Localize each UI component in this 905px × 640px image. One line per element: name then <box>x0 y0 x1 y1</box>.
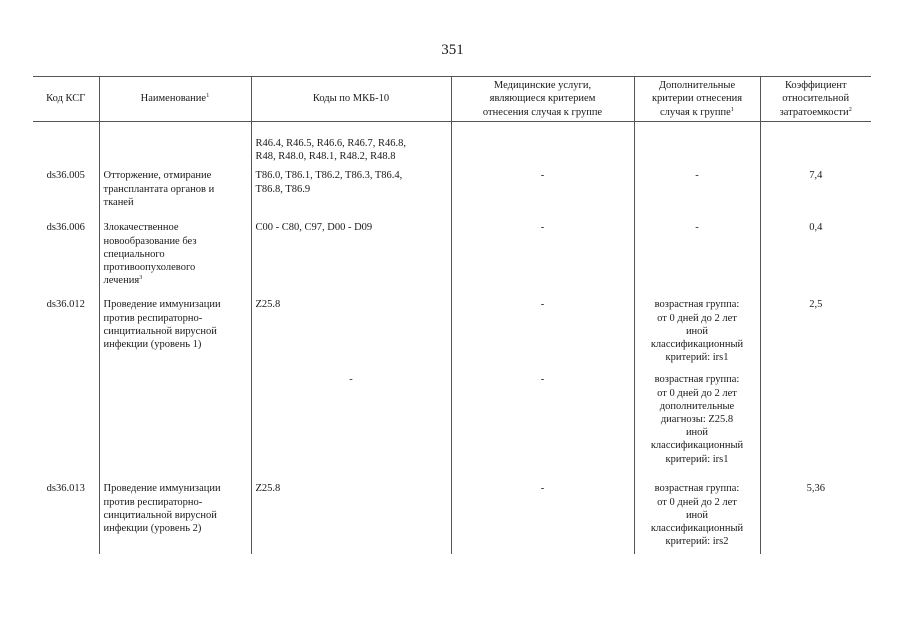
cell-services: - <box>451 368 634 477</box>
cell-code: ds36.006 <box>33 215 99 293</box>
cell-criteria: возрастная группа: от 0 дней до 2 лет иной классификационный критерий: irs1 <box>634 293 760 368</box>
cell-coef <box>760 122 871 164</box>
table-row <box>33 215 871 293</box>
cell-code <box>33 368 99 477</box>
table-row <box>33 122 871 164</box>
cell-mkb: R46.4, R46.5, R46.6, R46.7, R46.8, R48, R48.0, R48.1, R48.2, R48.8 <box>251 122 451 164</box>
cell-coef: 7,4 <box>760 163 871 215</box>
cell-code: ds36.005 <box>33 163 99 215</box>
header-coef-footnote: 2 <box>848 105 852 113</box>
header-coef: Коэффициент относительной затратоемкости$^2$ <box>760 77 871 122</box>
table-header-row <box>33 77 871 122</box>
cell-mkb: T86.0, T86.1, T86.2, T86.3, T86.4, T86.8, T86.9 <box>251 163 451 215</box>
table-row <box>33 368 871 477</box>
cell-services: - <box>451 163 634 215</box>
cell-criteria: возрастная группа: от 0 дней до 2 лет иной классификационный критерий: irs2 <box>634 477 760 554</box>
cell-name <box>99 368 251 477</box>
header-criteria-footnote: 1 <box>730 105 735 113</box>
cell-coef: 2,5 <box>760 293 871 368</box>
cell-services: - <box>451 477 634 554</box>
cell-criteria: - <box>634 215 760 293</box>
cell-name: Злокачественное новообразование без специального противоопухолевого лечения$^3$ <box>99 215 251 293</box>
cell-code: ds36.013 <box>33 477 99 554</box>
cell-services <box>451 122 634 164</box>
cell-coef: 0,4 <box>760 215 871 293</box>
footnote-3: 3 <box>139 274 143 282</box>
cell-coef <box>760 368 871 477</box>
cell-name: Проведение иммунизации против респираторно- синцитиальной вирусной инфекции (уровень 2) <box>99 477 251 554</box>
cell-criteria <box>634 122 760 164</box>
cell-services: - <box>451 215 634 293</box>
header-criteria: Дополнительные критерии отнесения случая к группе$^1$ <box>634 77 760 122</box>
cell-name: Проведение иммунизации против респираторно- синцитиальной вирусной инфекции (уровень 1) <box>99 293 251 368</box>
header-code: Код КСГ <box>33 77 99 122</box>
cell-coef: 5,36 <box>760 477 871 554</box>
cell-services: - <box>451 293 634 368</box>
table-row <box>33 163 871 215</box>
header-mkb: Коды по МКБ-10 <box>251 77 451 122</box>
ksg-table <box>33 76 871 554</box>
cell-criteria: - <box>634 163 760 215</box>
cell-criteria: возрастная группа: от 0 дней до 2 лет дополнительные диагнозы: Z25.8 иной классификационный критерий: irs1 <box>634 368 760 477</box>
cell-mkb: Z25.8 <box>251 477 451 554</box>
header-name: Наименование$^1$ <box>99 77 251 122</box>
cell-code: ds36.012 <box>33 293 99 368</box>
cell-mkb: - <box>251 368 451 477</box>
header-name-footnote: 1 <box>206 92 210 100</box>
cell-mkb: Z25.8 <box>251 293 451 368</box>
cell-name <box>99 122 251 164</box>
table-row <box>33 477 871 554</box>
header-services: Медицинские услуги, являющиеся критерием отнесения случая к группе <box>451 77 634 122</box>
page-number: 351 <box>441 42 464 58</box>
cell-code <box>33 122 99 164</box>
table-row <box>33 293 871 368</box>
cell-name: Отторжение, отмирание трансплантата органов и тканей <box>99 163 251 215</box>
cell-mkb: C00 - C80, C97, D00 - D09 <box>251 215 451 293</box>
